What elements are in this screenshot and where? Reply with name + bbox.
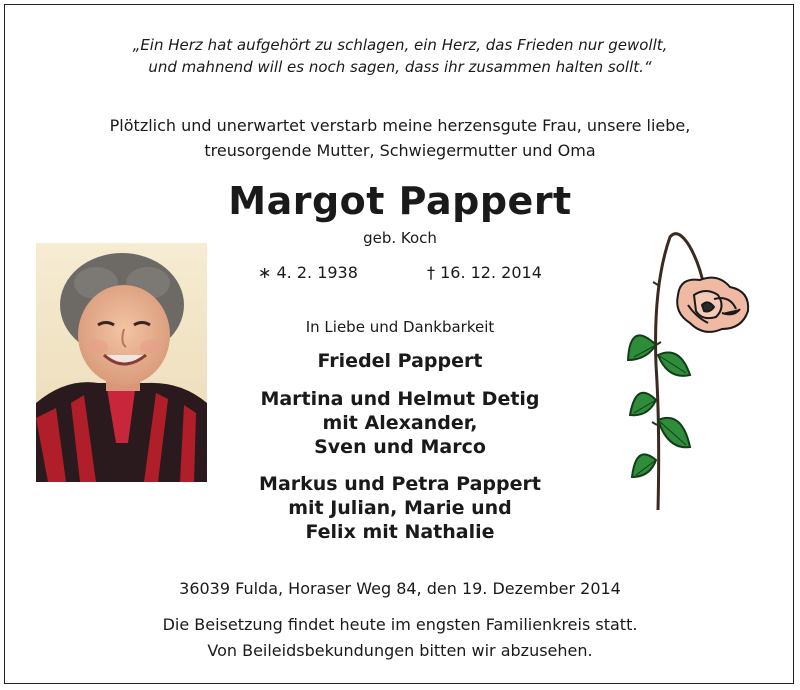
family-1-line-1: Martina und Helmut Detig (260, 388, 540, 410)
address-line: 36039 Fulda, Horaser Weg 84, den 19. Dezember 2014 (179, 579, 621, 598)
funeral-notice (0, 612, 800, 664)
mourners-intro: In Liebe und Dankbarkeit (305, 318, 495, 336)
family-2-line-3: Felix mit Nathalie (305, 521, 495, 543)
notice-line-2: Von Beileidsbekundungen bitten wir abzusehen. (207, 641, 593, 660)
portrait-photo (36, 243, 207, 482)
maiden-name: geb. Koch (363, 229, 437, 247)
quote-line-2: und mahnend will es noch sagen, dass ihr zusammen halten sollt.“ (148, 58, 652, 76)
rose-illustration (618, 225, 758, 515)
notice-line-1: Die Beisetzung findet heute im engsten Familienkreis statt. (162, 615, 638, 634)
memorial-quote (0, 34, 800, 78)
family-1-line-3: Sven und Marco (314, 436, 486, 458)
family-1-line-2: mit Alexander, (322, 412, 478, 434)
family-2-line-1: Markus und Petra Pappert (259, 473, 541, 495)
family-2-line-2: mit Julian, Marie und (288, 497, 512, 519)
spouse-name: Friedel Pappert (317, 350, 483, 372)
intro-line-2: treusorgende Mutter, Schwiegermutter und Oma (204, 141, 596, 160)
intro-text (0, 113, 800, 163)
death-date: † 16. 12. 2014 (427, 263, 542, 282)
deceased-name: Margot Pappert (228, 179, 572, 223)
quote-line-1: „Ein Herz hat aufgehört zu schlagen, ein Herz, das Frieden nur gewollt, (132, 36, 668, 54)
birth-date: ∗ 4. 2. 1938 (258, 263, 358, 282)
intro-line-1: Plötzlich und unerwartet verstarb meine herzensgute Frau, unsere liebe, (109, 116, 691, 135)
